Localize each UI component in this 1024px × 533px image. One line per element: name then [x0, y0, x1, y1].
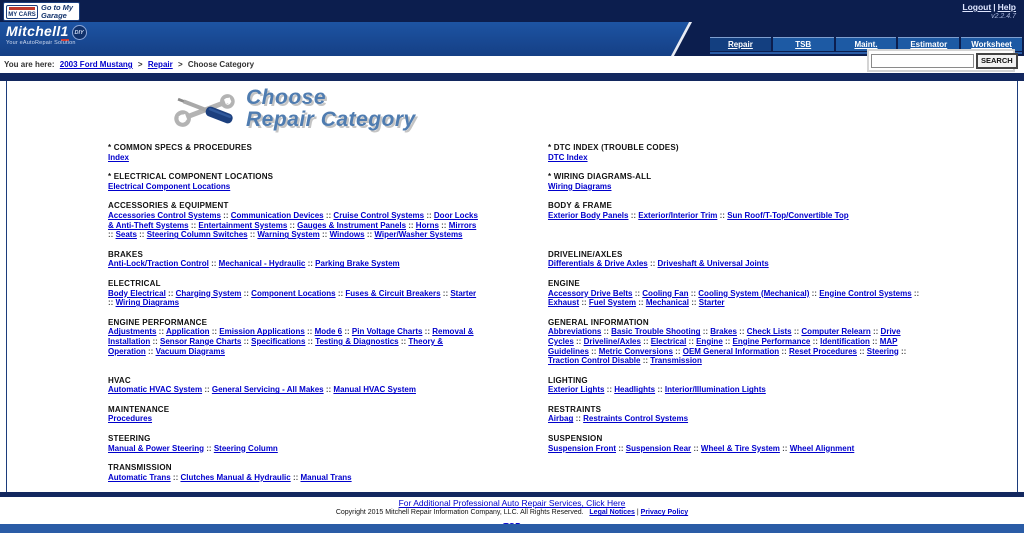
page-title-line2: Repair Category [246, 108, 416, 131]
category-link[interactable]: Transmission [650, 356, 702, 366]
category-link[interactable]: Mechanical [645, 298, 689, 308]
category-links [108, 444, 480, 454]
link-separator: :: [424, 210, 434, 220]
link-separator: :: [616, 443, 626, 453]
link-separator: :: [241, 336, 252, 346]
category-links [108, 327, 480, 356]
link-separator: :: [335, 288, 346, 298]
category-section [108, 318, 548, 366]
category-link[interactable]: Wheel Alignment [789, 443, 855, 453]
category-links [548, 182, 920, 192]
version-label: v2.2.4.7 [991, 13, 1016, 20]
search-button[interactable]: SEARCH [976, 53, 1018, 69]
category-links [108, 182, 480, 192]
category-link[interactable]: Abbreviations [548, 327, 602, 337]
link-separator: :: [108, 298, 116, 308]
category-link[interactable]: Wheel & Tire System [700, 443, 780, 453]
category-links [548, 211, 920, 221]
link-separator: :: [287, 220, 298, 230]
category-links [548, 259, 920, 269]
category-row [108, 405, 1017, 424]
link-separator: :: [156, 327, 166, 337]
category-link[interactable]: Component Locations [251, 288, 336, 298]
category-section [108, 250, 548, 269]
search-input[interactable] [871, 54, 974, 68]
category-link[interactable]: Manual HVAC System [333, 385, 416, 395]
category-link[interactable]: Clutches Manual & Hydraulic [180, 472, 291, 482]
diagonal-stripe [671, 22, 715, 56]
link-separator: :: [422, 327, 433, 337]
link-separator: :: [632, 288, 643, 298]
header-separator-bar [0, 73, 1024, 81]
category-link[interactable]: Engine Performance [732, 336, 811, 346]
category-heading: * COMMON SPECS & PROCEDURES [108, 143, 253, 152]
breadcrumb-current: Choose Category [187, 60, 255, 69]
tab-tsb[interactable]: TSB [773, 37, 834, 51]
category-heading: LIGHTING [548, 375, 588, 385]
category-row [108, 250, 1017, 269]
tab-worksheet[interactable]: Worksheet [961, 37, 1022, 51]
link-separator: :: [398, 336, 409, 346]
page-title [246, 87, 416, 131]
link-separator: :: [202, 385, 212, 395]
category-link[interactable]: Index [108, 152, 129, 162]
category-link[interactable]: DTC Index [548, 152, 588, 162]
category-link[interactable]: Gauges & Instrument Panels [297, 220, 407, 230]
link-separator: :: [604, 385, 615, 395]
category-link[interactable]: Starter [698, 298, 725, 308]
category-section [548, 279, 988, 308]
link-separator: :: [857, 346, 867, 356]
link-separator: :: [911, 288, 920, 298]
category-link[interactable]: Application [165, 327, 210, 337]
category-links [108, 153, 480, 163]
category-link[interactable]: Electrical Component Locations [108, 181, 231, 191]
category-list [108, 143, 1017, 482]
link-separator: :: [640, 356, 651, 366]
link-separator: :: [209, 327, 220, 337]
category-link[interactable]: Reset Procedures [788, 346, 857, 356]
link-separator: :: [305, 336, 316, 346]
category-heading: STEERING [108, 434, 151, 444]
category-links [108, 414, 480, 424]
link-separator: :: [323, 385, 334, 395]
category-link[interactable]: Seats [115, 230, 137, 240]
category-link[interactable]: Mode 6 [314, 327, 343, 337]
link-separator: :: [204, 443, 214, 453]
link-separator: :: [640, 336, 651, 346]
category-links [548, 327, 920, 365]
breadcrumb-prefix: You are here: [4, 60, 55, 69]
link-separator: :: [188, 220, 199, 230]
category-link[interactable]: Metric Conversions [598, 346, 673, 356]
category-link[interactable]: Suspension Rear [625, 443, 692, 453]
link-separator: :: [655, 385, 665, 395]
category-heading: SUSPENSION [548, 434, 603, 444]
category-link[interactable]: Cooling Fan [642, 288, 689, 298]
category-link[interactable]: Restraints Control Systems [583, 414, 689, 424]
link-separator: :: [241, 288, 252, 298]
top-bar [0, 0, 1024, 22]
category-link[interactable]: Steering Column [213, 443, 278, 453]
link-separator: :: [722, 336, 733, 346]
additional-services-link[interactable]: For Additional Professional Auto Repair Services, Click Here [398, 498, 626, 508]
link-separator: :: [686, 336, 697, 346]
category-heading: MAINTENANCE [108, 404, 170, 414]
category-link[interactable]: Interior/Illumination Lights [664, 385, 766, 395]
category-row [108, 279, 1017, 308]
copyright-line [0, 509, 1024, 516]
category-section [548, 201, 988, 239]
link-separator: :: [108, 230, 116, 240]
category-heading: GENERAL INFORMATION [548, 317, 649, 327]
link-separator: :: [406, 220, 416, 230]
category-link[interactable]: Headlights [614, 385, 656, 395]
category-links [108, 473, 480, 483]
category-links [108, 259, 480, 269]
category-section [108, 172, 548, 191]
category-link[interactable]: Driveshaft & Universal Joints [657, 259, 769, 269]
privacy-policy-link[interactable]: Privacy Policy [640, 509, 689, 516]
link-separator: :: [717, 210, 728, 220]
my-cars-label: MY CARS [8, 11, 36, 18]
breadcrumb-separator: > [177, 60, 183, 69]
category-link[interactable]: Vacuum Diagrams [155, 346, 225, 356]
breadcrumb-repair-link[interactable]: Repair [147, 60, 173, 69]
page-title-line1: Choose [246, 86, 327, 109]
link-separator: :: [319, 230, 330, 240]
category-link[interactable]: Engine [696, 336, 723, 346]
brand-tagline: Your eAutoRepair Solution [6, 40, 76, 46]
category-links [108, 385, 480, 395]
help-link[interactable]: Help [997, 2, 1016, 12]
my-cars-plate-icon [6, 5, 38, 19]
category-heading: HVAC [108, 375, 131, 385]
category-heading: ACCESSORIES & EQUIPMENT [108, 201, 229, 211]
category-link[interactable]: Exterior Lights [548, 385, 605, 395]
category-section [108, 405, 548, 424]
category-link[interactable]: Cooling System (Mechanical) [698, 288, 810, 298]
copyright-text: Copyright 2015 Mitchell Repair Information Company, LLC. All Rights Reserved. [335, 509, 584, 516]
category-link[interactable]: Steering [866, 346, 899, 356]
mitchell1-logo[interactable] [6, 23, 87, 46]
category-link[interactable]: Check Lists [746, 327, 792, 337]
category-link[interactable]: Exterior/Interior Trim [638, 210, 718, 220]
category-link[interactable]: Removal & Installation [108, 327, 474, 346]
link-separator: :: [869, 336, 880, 346]
link-separator: :: [170, 472, 181, 482]
top-right-links [962, 2, 1016, 20]
logout-link[interactable]: Logout [962, 2, 992, 12]
category-link[interactable]: Mechanical - Hydraulic [218, 259, 306, 269]
link-separator: :: [700, 327, 711, 337]
link-separator: :: [290, 472, 301, 482]
category-link[interactable]: Fuel System [588, 298, 637, 308]
category-link[interactable]: General Servicing - All Makes [211, 385, 324, 395]
link-separator: :: [779, 443, 790, 453]
category-link[interactable]: Pin Voltage Charts [351, 327, 423, 337]
top-links-separator: | [993, 2, 996, 12]
category-link[interactable]: Entertainment Systems [198, 220, 288, 230]
category-link[interactable]: Exterior Body Panels [548, 210, 629, 220]
category-heading: * WIRING DIAGRAMS-ALL [548, 172, 652, 182]
breadcrumb-vehicle-link[interactable]: 2003 Ford Mustang [59, 60, 133, 69]
breadcrumb-separator: > [137, 60, 143, 69]
category-row [108, 172, 1017, 191]
category-link[interactable]: Exhaust [548, 298, 580, 308]
category-row [108, 463, 1017, 482]
link-separator: :: [304, 327, 315, 337]
category-link[interactable]: Emission Applications [219, 327, 305, 337]
category-link[interactable]: Brakes [710, 327, 737, 337]
category-link[interactable]: Manual Trans [300, 472, 352, 482]
link-separator: :: [779, 346, 789, 356]
category-section [108, 376, 548, 395]
category-link[interactable]: Accessory Drive Belts [548, 288, 633, 298]
brand-text: Mitchell1 [6, 23, 69, 39]
category-link[interactable]: Differentials & Drive Axles [548, 259, 648, 269]
search-box [867, 49, 1015, 72]
link-separator: :: [579, 298, 589, 308]
category-links [108, 211, 480, 240]
legal-notices-link[interactable]: Legal Notices [589, 509, 635, 516]
category-link[interactable]: Basic Trouble Shooting [611, 327, 701, 337]
category-link[interactable]: Door Locks & Anti-Theft Systems [108, 210, 478, 230]
category-link[interactable]: Wiring Diagrams [115, 298, 180, 308]
category-heading: BRAKES [108, 249, 143, 259]
category-link[interactable]: Computer Relearn [801, 327, 871, 337]
category-section [108, 463, 548, 482]
category-link[interactable]: OEM General Information [682, 346, 780, 356]
category-link[interactable]: Airbag [548, 414, 574, 424]
link-separator: :: [573, 336, 584, 346]
category-link[interactable]: Driveline/Axles [583, 336, 641, 346]
category-section [108, 143, 548, 162]
diy-badge-icon: DIY [72, 25, 87, 40]
category-section [548, 376, 988, 395]
category-link[interactable]: Automatic Trans [108, 472, 171, 482]
category-link[interactable]: Warning System [257, 230, 320, 240]
category-links [548, 153, 920, 163]
category-links [548, 444, 920, 454]
link-separator: :: [145, 346, 156, 356]
category-link[interactable]: Anti-Lock/Traction Control [108, 259, 209, 269]
link-separator: :: [364, 230, 375, 240]
category-section [548, 250, 988, 269]
category-row [108, 143, 1017, 162]
tab-maint[interactable]: Maint. [836, 37, 897, 51]
category-heading: RESTRAINTS [548, 404, 602, 414]
link-separator: :: [208, 259, 219, 269]
category-link[interactable]: Charging System [175, 288, 242, 298]
link-separator: :: [323, 210, 334, 220]
category-heading: BODY & FRAME [548, 201, 613, 211]
main-content [6, 81, 1018, 496]
link-separator: :: [440, 288, 451, 298]
crossed-tools-icon [172, 87, 238, 133]
category-heading: ELECTRICAL [108, 278, 161, 288]
category-heading: DRIVELINE/AXLES [548, 249, 623, 259]
link-separator: :: [247, 230, 258, 240]
category-link[interactable]: Wiring Diagrams [548, 181, 612, 191]
category-section [548, 143, 988, 162]
link-separator: :: [573, 414, 584, 424]
link-separator: :: [870, 327, 881, 337]
category-link[interactable]: Body Electrical [108, 288, 166, 298]
link-separator: :: [791, 327, 802, 337]
category-link[interactable]: Communication Devices [230, 210, 324, 220]
category-link[interactable]: Testing & Diagnostics [315, 336, 399, 346]
category-heading: * DTC INDEX (TROUBLE CODES) [548, 143, 679, 152]
link-separator: :: [736, 327, 747, 337]
category-links [548, 414, 920, 424]
link-separator: :: [136, 230, 147, 240]
category-heading: * ELECTRICAL COMPONENT LOCATIONS [108, 172, 274, 182]
category-link[interactable]: Electrical [650, 336, 687, 346]
link-separator: :: [165, 288, 176, 298]
category-link[interactable]: Horns [415, 220, 439, 230]
category-link[interactable]: Fuses & Circuit Breakers [345, 288, 441, 298]
category-link[interactable]: Starter [450, 288, 477, 298]
category-section [548, 172, 988, 191]
category-link[interactable]: Mirrors [448, 220, 477, 230]
category-row [108, 201, 1017, 239]
category-links [108, 289, 480, 308]
link-separator: :: [647, 259, 658, 269]
link-separator: :: [672, 346, 683, 356]
category-link[interactable]: Adjustments [108, 327, 157, 337]
link-separator: :: [342, 327, 352, 337]
category-section [108, 434, 548, 453]
category-link[interactable]: Cruise Control Systems [333, 210, 425, 220]
tab-repair[interactable]: Repair [710, 37, 771, 51]
category-link[interactable]: Drive Cycles [548, 327, 901, 346]
page-title-block [172, 87, 1017, 133]
link-separator: :: [809, 288, 820, 298]
category-link[interactable]: Traction Control Disable [548, 356, 641, 366]
category-link[interactable]: Engine Control Systems [819, 288, 912, 298]
category-section [548, 463, 988, 482]
category-link[interactable]: Accessories Control Systems [108, 210, 221, 220]
category-link[interactable]: Manual & Power Steering [108, 443, 205, 453]
category-section [548, 405, 988, 424]
category-heading: TRANSMISSION [108, 463, 172, 473]
link-separator: :: [628, 210, 639, 220]
category-link[interactable]: Procedures [108, 414, 153, 424]
category-heading: ENGINE [548, 278, 580, 288]
category-links [548, 385, 920, 395]
link-separator: :: [898, 346, 907, 356]
category-link[interactable]: Identification [820, 336, 870, 346]
category-row [108, 376, 1017, 395]
category-links [548, 289, 920, 308]
category-row [108, 318, 1017, 366]
link-separator: :: [688, 298, 699, 308]
link-separator: :: [220, 210, 231, 220]
link-separator: :: [691, 443, 701, 453]
category-row [108, 434, 1017, 453]
link-separator: :: [810, 336, 821, 346]
category-link[interactable]: Theory & Operation [108, 336, 444, 356]
link-separator: :: [150, 336, 161, 346]
category-link[interactable]: Specifications [251, 336, 306, 346]
garage-label: Go to My Garage [41, 2, 74, 20]
footer [0, 497, 1024, 524]
link-separator: :: [305, 259, 316, 269]
plate-banner [9, 7, 35, 10]
link-separator: :: [636, 298, 646, 308]
category-link[interactable]: Steering Column Switches [146, 230, 248, 240]
category-section [108, 279, 548, 308]
go-to-my-garage-button[interactable] [3, 2, 80, 21]
footer-links-separator: | [636, 509, 639, 516]
category-link[interactable]: Sun Roof/T-Top/Convertible Top [727, 210, 849, 220]
category-section [108, 201, 548, 239]
category-link[interactable]: Automatic HVAC System [108, 385, 203, 395]
category-link[interactable]: Parking Brake System [315, 259, 400, 269]
category-heading: ENGINE PERFORMANCE [108, 317, 208, 327]
tab-estimator[interactable]: Estimator [898, 37, 959, 51]
link-separator: :: [588, 346, 599, 356]
category-link[interactable]: Sensor Range Charts [160, 336, 242, 346]
category-link[interactable]: MAP Guidelines [548, 336, 898, 356]
category-section [548, 318, 988, 366]
category-link[interactable]: Wiper/Washer Systems [374, 230, 463, 240]
category-link[interactable]: Suspension Front [548, 443, 616, 453]
category-link[interactable]: Windows [329, 230, 365, 240]
link-separator: :: [688, 288, 699, 298]
footer-bottom-bar [0, 524, 1024, 533]
link-separator: :: [601, 327, 612, 337]
category-section [548, 434, 988, 453]
link-separator: :: [438, 220, 449, 230]
